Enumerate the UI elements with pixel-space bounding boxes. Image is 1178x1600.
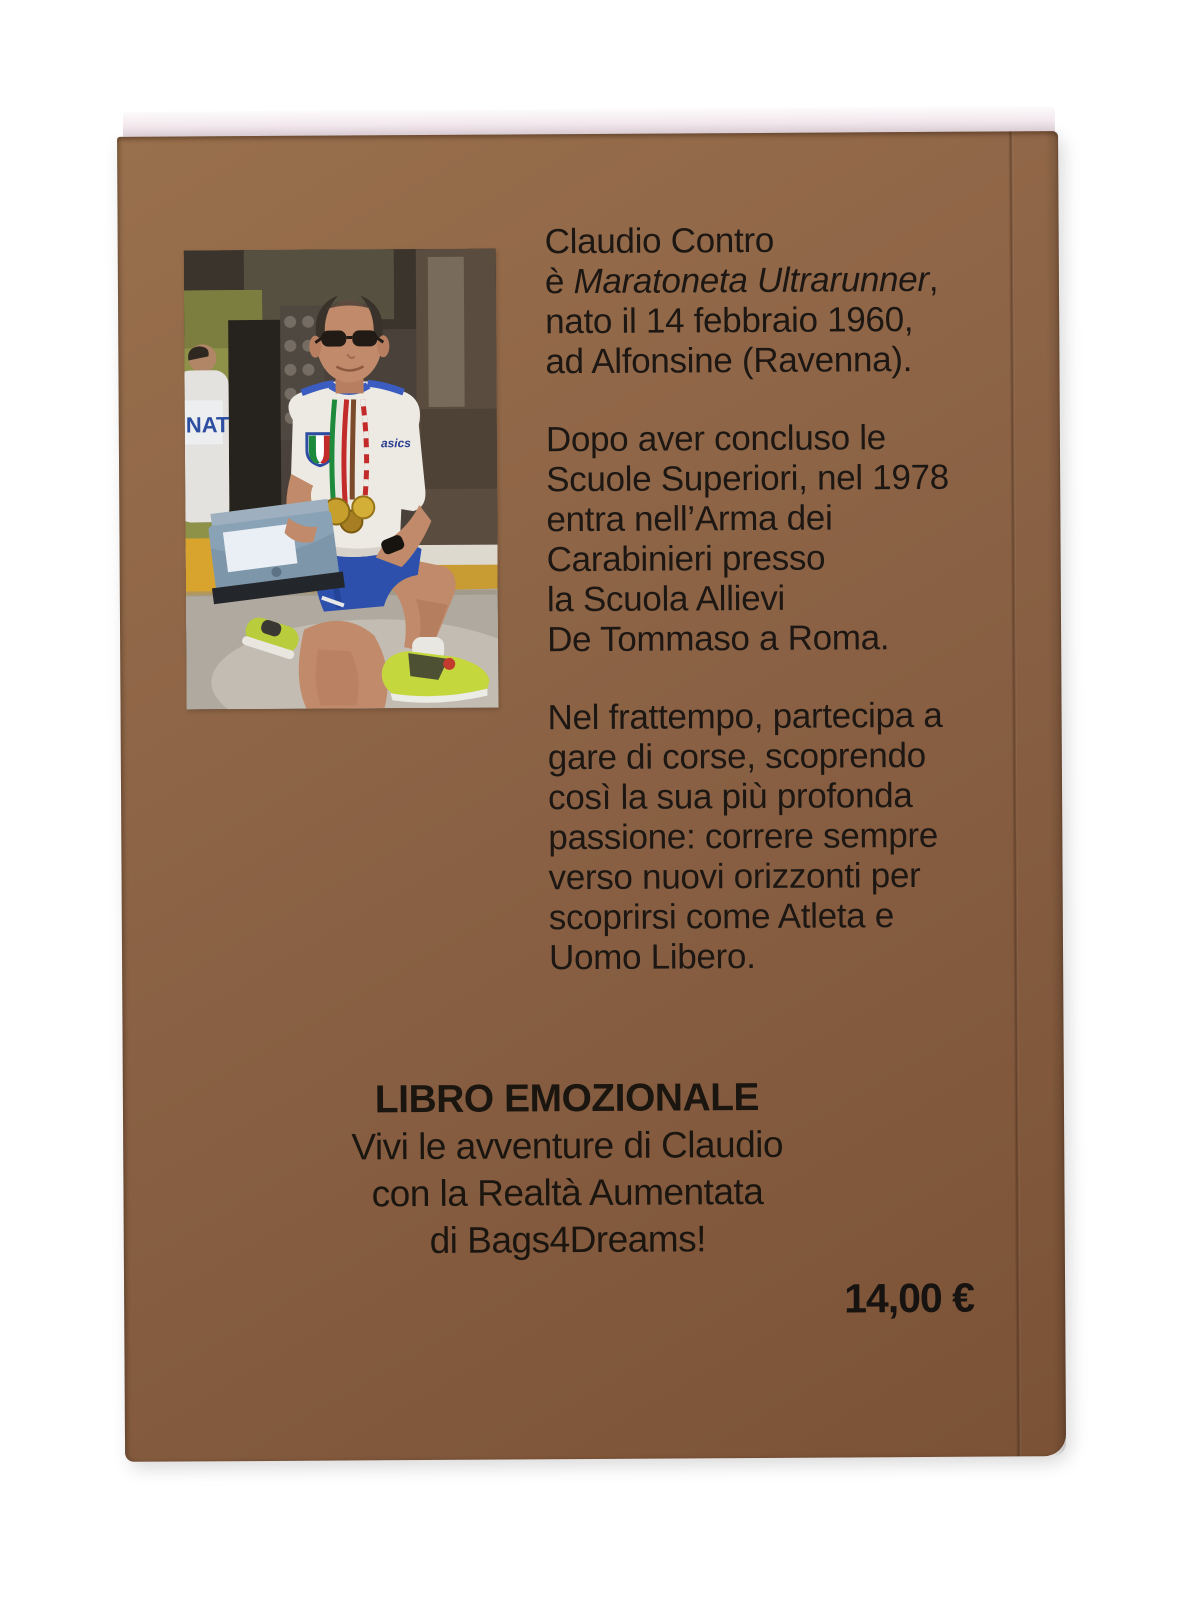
bio-line: Dopo aver concluso le (545, 418, 887, 460)
cover-right-edge-shade (1045, 131, 1066, 1456)
book (117, 106, 1066, 1462)
bio-line: così la sua più profonda (547, 776, 913, 818)
bio-line: Uomo Libero. (548, 937, 756, 978)
bio-line: nato il 14 febbraio 1960, (545, 300, 914, 342)
shirt-asics-logo: asics (380, 436, 411, 451)
author-bio (545, 219, 1040, 1016)
bio-line: Nel frattempo, partecipa a (547, 695, 943, 738)
author-photo-scene (184, 249, 499, 710)
bio-line: è Maratoneta Ultrarunner, (544, 259, 939, 302)
italy-shield-patch (307, 434, 333, 466)
bio-line: gare di corse, scoprendo (547, 735, 926, 778)
bio-line: verso nuovi orizzonti per (548, 855, 921, 898)
bio-line: Scuole Superiori, nel 1978 (546, 457, 950, 500)
trophy-award (202, 498, 344, 604)
promo-line: Vivi le avventure di Claudio (351, 1123, 784, 1168)
bio-line: Carabinieri presso (546, 538, 826, 580)
bio-paragraph-1 (545, 219, 1036, 382)
price-label: 14,00 € (844, 1274, 975, 1322)
mirror-jacket-letters: NAT (185, 412, 230, 438)
promo-block (251, 1073, 884, 1265)
author-photo (184, 249, 499, 710)
bio-line: la Scuola Allievi (546, 578, 786, 620)
bio-line: De Tommaso a Roma. (546, 618, 890, 660)
bio-paragraph-2 (546, 417, 1037, 660)
bio-line: passione: correre sempre (548, 815, 939, 858)
bio-line: entra nell’Arma dei (546, 498, 833, 540)
promo-title: LIBRO EMOZIONALE (374, 1075, 760, 1122)
bio-line: Claudio Contro (544, 220, 775, 262)
promo-line: di Bags4Dreams! (429, 1218, 707, 1261)
back-cover (117, 131, 1066, 1462)
bio-line: ad Alfonsine (Ravenna). (545, 340, 913, 382)
bio-line: scoprirsi come Atleta e (548, 896, 895, 938)
promo-line: con la Realtà Aumentata (371, 1170, 764, 1215)
bio-paragraph-3 (547, 695, 1039, 978)
